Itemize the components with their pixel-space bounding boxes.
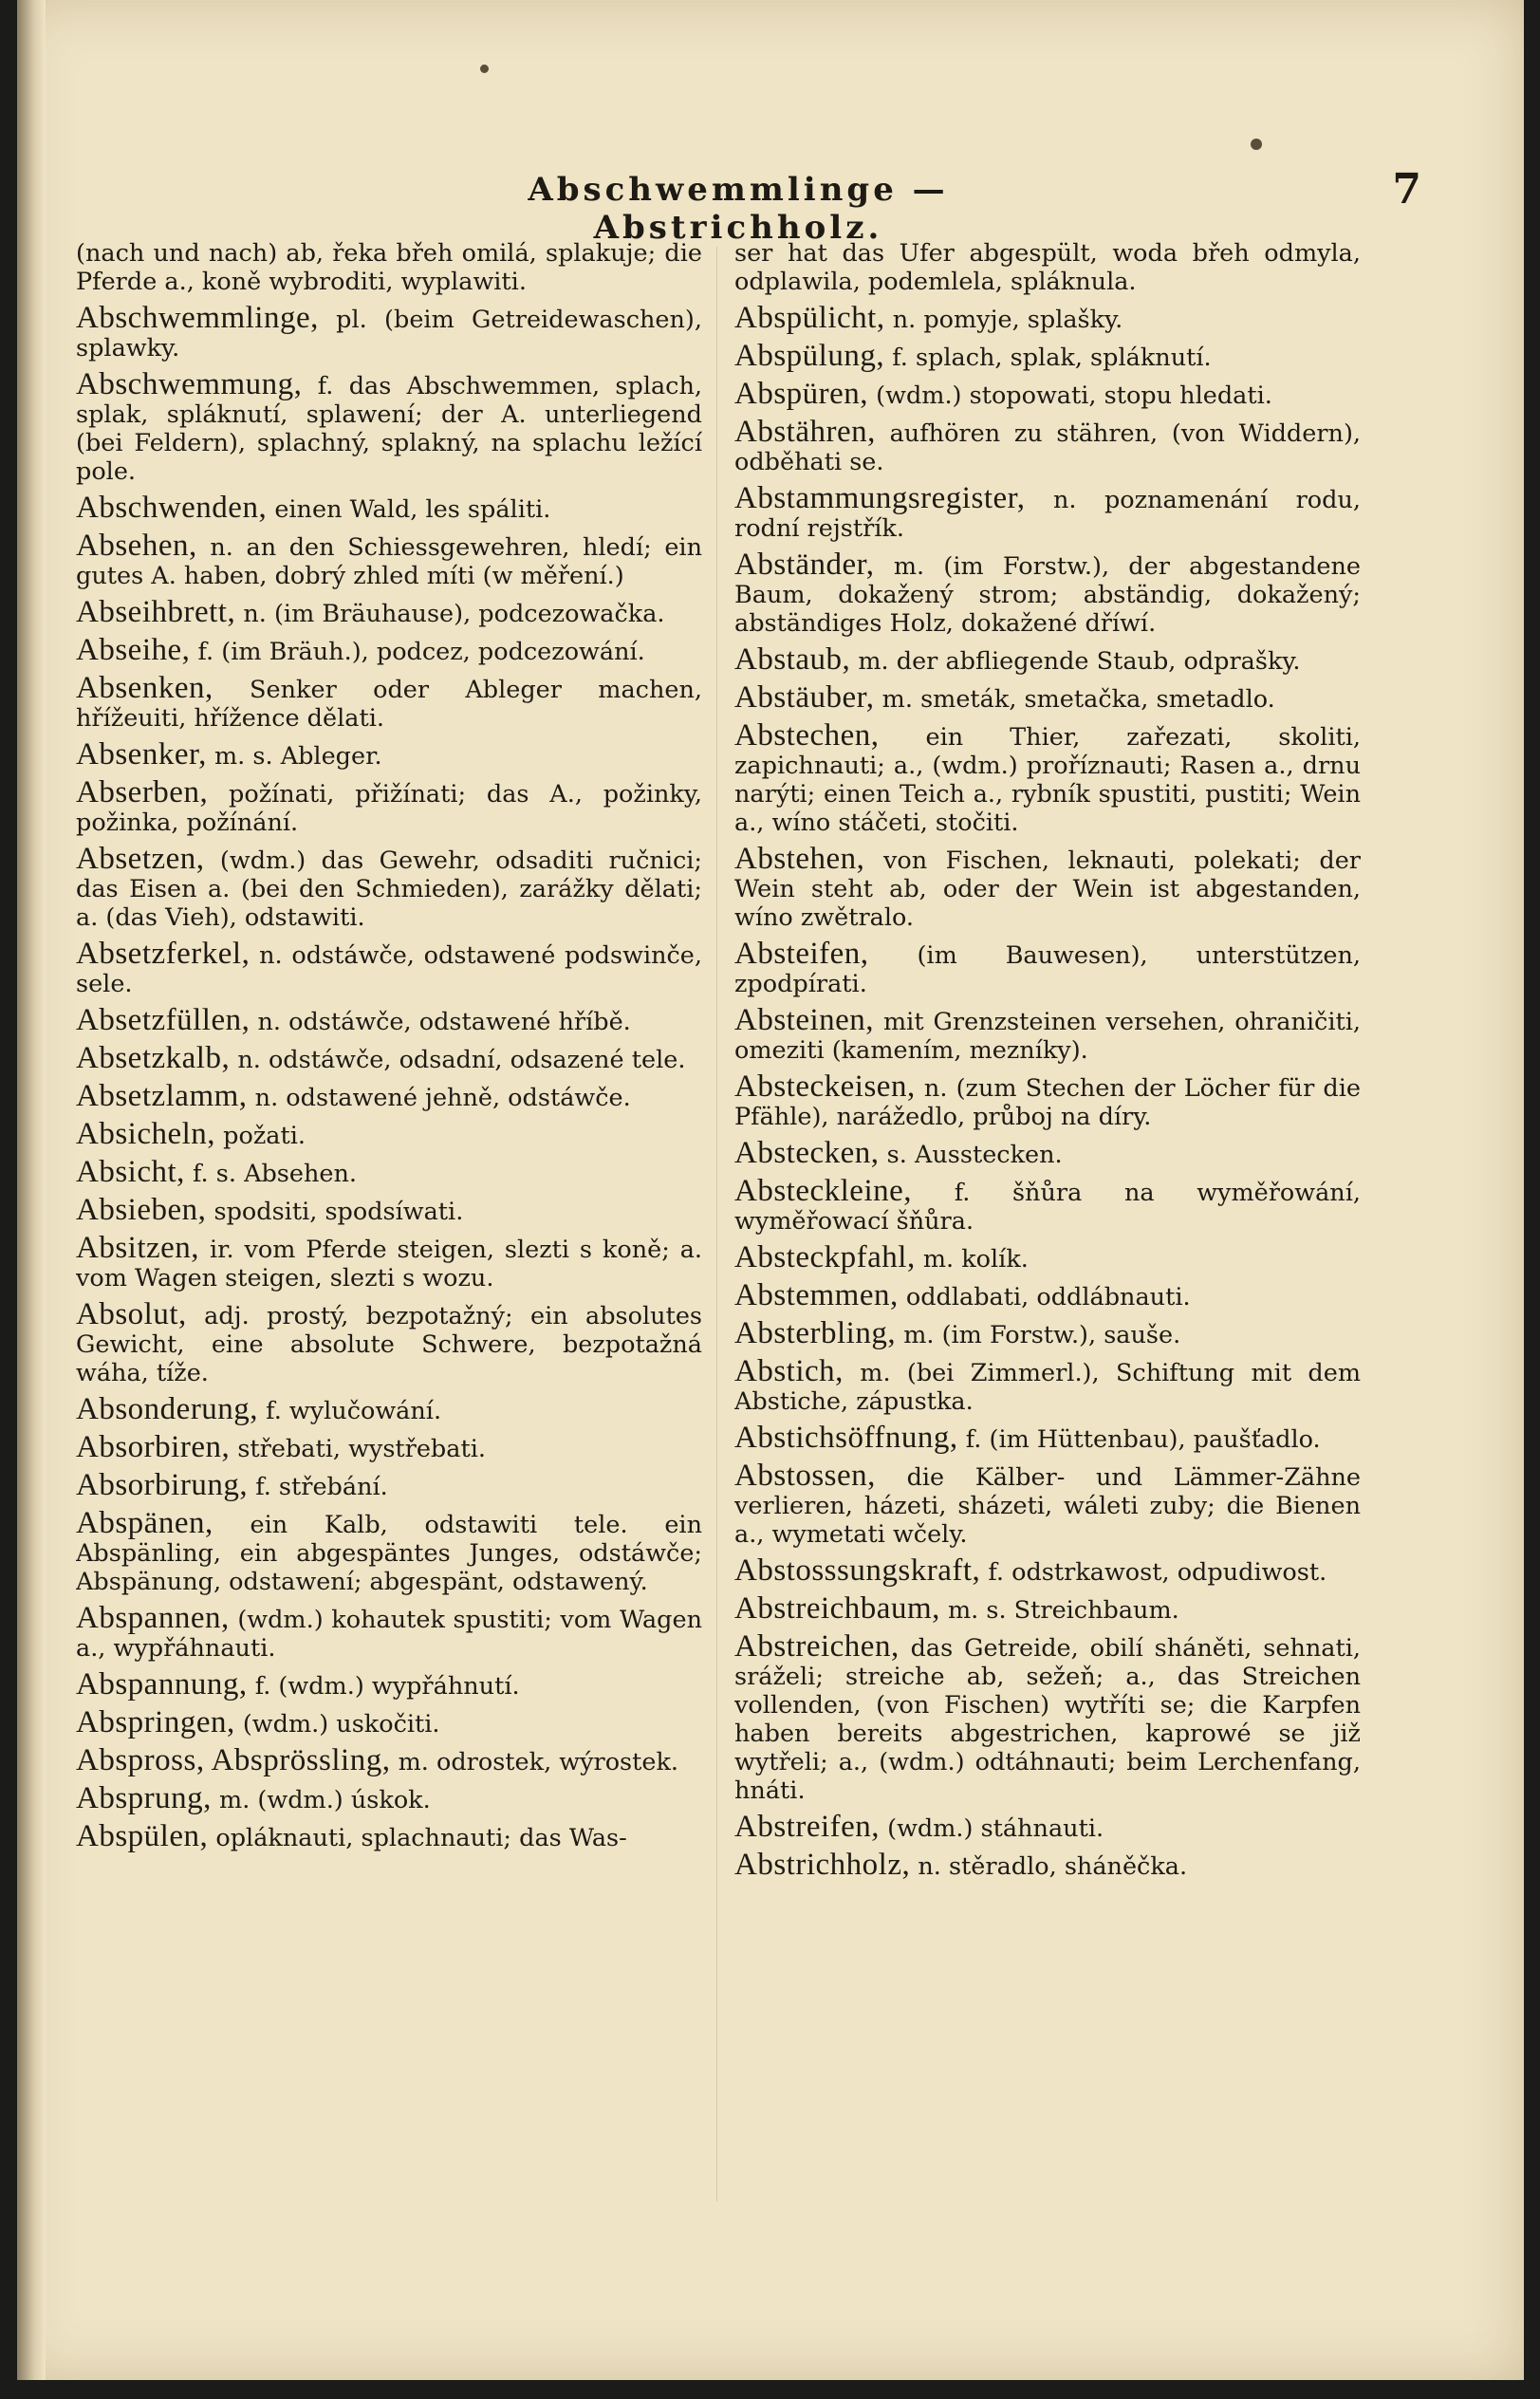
entry-definition: n. poznamenání rodu, rodní rejstřík. bbox=[734, 486, 1361, 543]
dictionary-entry bbox=[734, 415, 1361, 476]
entry-definition: n. (zum Stechen der Löcher für die Pfähle), narážedlo, průboj na díry. bbox=[734, 1074, 1361, 1131]
entry-headword: Abspülicht, bbox=[734, 301, 885, 335]
entry-headword: Abstreichen, bbox=[734, 1629, 900, 1664]
entry-definition: n. an den Schiessgewehren, hledí; ein gutes A. haben, dobrý zhled míti (w měření.) bbox=[76, 533, 702, 590]
entry-headword: Absteifen, bbox=[734, 937, 869, 971]
dictionary-entry bbox=[76, 595, 702, 629]
dictionary-entry bbox=[76, 1392, 702, 1426]
running-head: Abschwemmlinge — Abstrichholz. bbox=[528, 171, 949, 247]
dictionary-entry bbox=[734, 237, 1361, 296]
dictionary-entry bbox=[734, 550, 1361, 638]
entry-headword: Absetzferkel, bbox=[76, 937, 250, 971]
entry-definition: spodsiti, spodsíwati. bbox=[213, 1198, 464, 1226]
dictionary-entry bbox=[76, 1819, 702, 1853]
dictionary-entry bbox=[734, 1278, 1361, 1312]
entry-headword: Absehen, bbox=[76, 529, 197, 563]
entry-definition: m. (wdm.) úskok. bbox=[219, 1786, 431, 1814]
entry-definition: m. s. Streichbaum. bbox=[947, 1596, 1179, 1625]
entry-definition: f. střebání. bbox=[255, 1473, 388, 1501]
entry-definition: (nach und nach) ab, řeka břeh omilá, splakuje; die Pferde a., koně wybroditi, wyplawiti. bbox=[76, 239, 702, 296]
entry-definition: opláknauti, splachnauti; das Was- bbox=[215, 1824, 627, 1852]
entry-headword: Abserben, bbox=[76, 775, 209, 809]
entry-headword: Abstähren, bbox=[734, 415, 876, 449]
entry-headword: Abstrichholz, bbox=[734, 1848, 911, 1882]
entry-headword: Abstichsöffnung, bbox=[734, 1421, 958, 1455]
entry-definition: f. (im Bräuh.), podcez, podcezowání. bbox=[197, 638, 645, 666]
entry-definition: m. s. Ableger. bbox=[214, 742, 382, 771]
entry-headword: Absorbiren, bbox=[76, 1430, 231, 1464]
dictionary-entry bbox=[734, 481, 1361, 543]
entry-definition: n. odstáwče, odsadní, odsazené tele. bbox=[237, 1046, 686, 1074]
entry-headword: Absteckpfahl, bbox=[734, 1240, 916, 1274]
entry-headword: Abständer, bbox=[734, 548, 875, 582]
dictionary-page bbox=[17, 0, 1524, 2380]
dictionary-entry bbox=[734, 1629, 1361, 1805]
entry-headword: Absolut, bbox=[76, 1297, 187, 1331]
entry-definition: m. (im Forstw.), der abgestandene Baum, dokažený strom; abständig, dokažený; abständiges Holz, dokažené dříwí. bbox=[734, 552, 1361, 638]
entry-definition: aufhören zu stähren, (von Widdern), odběhati se. bbox=[734, 419, 1361, 476]
entry-definition: m. smeták, smetačka, smetadlo. bbox=[881, 685, 1275, 714]
dictionary-entry bbox=[76, 1667, 702, 1702]
entry-headword: Abspannen, bbox=[76, 1601, 230, 1635]
dictionary-entry bbox=[734, 939, 1361, 998]
entry-headword: Absitzen, bbox=[76, 1231, 200, 1265]
entry-definition: n. pomyje, splašky. bbox=[892, 306, 1123, 334]
entry-definition: f. wylučowání. bbox=[266, 1397, 442, 1425]
entry-definition: m. (im Forstw.), sauše. bbox=[903, 1321, 1181, 1349]
dictionary-entry bbox=[76, 1468, 702, 1502]
entry-definition: n. odstawené jehně, odstáwče. bbox=[254, 1084, 631, 1112]
entry-definition: f. splach, splak, spláknutí. bbox=[892, 344, 1212, 372]
dictionary-entry bbox=[76, 1430, 702, 1464]
dictionary-entry bbox=[734, 718, 1361, 837]
dictionary-entry bbox=[76, 367, 702, 486]
entry-definition: n. odstáwče, odstawené hříbě. bbox=[257, 1008, 631, 1036]
entry-headword: Abstich, bbox=[734, 1354, 844, 1388]
dictionary-entry bbox=[76, 1506, 702, 1596]
entry-headword: Absteckeisen, bbox=[734, 1069, 916, 1104]
entry-definition: m. (bei Zimmerl.), Schiftung mit dem Abstiche, zápustka. bbox=[734, 1359, 1361, 1416]
entry-definition: mit Grenzsteinen versehen, ohraničiti, omeziti (kamením, mezníky). bbox=[734, 1008, 1361, 1065]
entry-definition: (wdm.) stopowati, stopu hledati. bbox=[876, 381, 1272, 410]
entry-definition: (wdm.) das Gewehr, odsaditi ručnici; das Eisen a. (bei den Schmieden), zarážky dělati; a. (das Vieh), odstawiti. bbox=[76, 846, 702, 932]
dictionary-entry bbox=[76, 1079, 702, 1113]
entry-definition: das Getreide, obilí sháněti, sehnati, sráželi; streiche ab, sežeň; a., das Streichen vollenden, (von Fischen) wytříti se; die Karpfen haben bereits abgestrichen, kaprowé se již wytřeli; a., (wdm.) odtáhnauti; beim Lerchenfang, hnáti. bbox=[734, 1634, 1361, 1805]
entry-definition: von Fischen, leknauti, polekati; der Wein steht ab, oder der Wein ist abgestanden, wíno zwětralo. bbox=[734, 846, 1361, 932]
entry-headword: Absteckleine, bbox=[734, 1174, 913, 1208]
entry-headword: Absonderung, bbox=[76, 1392, 259, 1426]
dictionary-entry bbox=[734, 680, 1361, 715]
entry-headword: Absterbling, bbox=[734, 1316, 897, 1350]
entry-headword: Abspüren, bbox=[734, 377, 869, 411]
entry-definition: f. odstrkawost, odpudiwost. bbox=[988, 1558, 1327, 1587]
entry-definition: f. s. Absehen. bbox=[193, 1160, 358, 1188]
page-header bbox=[74, 165, 1421, 247]
entry-definition: oddlabati, oddlábnauti. bbox=[905, 1283, 1191, 1311]
dictionary-entry bbox=[76, 775, 702, 837]
entry-headword: Absetzlamm, bbox=[76, 1079, 248, 1113]
entry-headword: Abstechen, bbox=[734, 718, 880, 753]
entry-headword: Abspross, Absprössling, bbox=[76, 1743, 391, 1777]
entry-definition: adj. prostý, bezpotažný; ein absolutes Gewicht, eine absolute Schwere, bezpotažná wáha, tíže. bbox=[76, 1302, 702, 1387]
entry-headword: Abspannung, bbox=[76, 1667, 248, 1702]
dictionary-entry bbox=[76, 301, 702, 363]
entry-headword: Abstaub, bbox=[734, 642, 851, 677]
entry-headword: Absetzkalb, bbox=[76, 1041, 231, 1075]
entry-headword: Abstäuber, bbox=[734, 680, 875, 715]
dictionary-entry bbox=[734, 1850, 1361, 1881]
entry-headword: Absenker, bbox=[76, 737, 207, 772]
dictionary-entry bbox=[76, 493, 702, 524]
dictionary-entry bbox=[76, 1297, 702, 1387]
paper-spot bbox=[480, 65, 489, 73]
entry-headword: Absieben, bbox=[76, 1193, 207, 1227]
entry-headword: Abstreichbaum, bbox=[734, 1591, 940, 1626]
dictionary-entry bbox=[734, 1553, 1361, 1588]
dictionary-entry bbox=[734, 1316, 1361, 1350]
paper-spot bbox=[1251, 139, 1262, 150]
entry-definition: s. Ausstecken. bbox=[886, 1141, 1063, 1169]
entry-definition: f. šňůra na wyměřowání, wyměřowací šňůra. bbox=[734, 1179, 1361, 1236]
dictionary-entry bbox=[76, 237, 702, 296]
entry-headword: Absicht, bbox=[76, 1155, 185, 1189]
entry-definition: ser hat das Ufer abgespült, woda břeh odmyla, odplawila, podemlela, spláknula. bbox=[734, 239, 1361, 296]
dictionary-entry bbox=[734, 1136, 1361, 1170]
entry-headword: Abschwenden, bbox=[76, 491, 268, 525]
entry-headword: Abseihe, bbox=[76, 633, 191, 667]
dictionary-entry bbox=[76, 1117, 702, 1151]
entry-definition: Senker oder Ableger machen, hřížeuiti, hřížence dělati. bbox=[76, 676, 702, 733]
entry-definition: (wdm.) uskočiti. bbox=[242, 1710, 440, 1739]
entry-headword: Abstecken, bbox=[734, 1136, 880, 1170]
dictionary-entry bbox=[734, 1810, 1361, 1844]
entry-definition: f. das Abschwemmen, splach, splak, spláknutí, splawení; der A. unterliegend (bei Feldern), splachný, splakný, na splachu ležící pole. bbox=[76, 372, 702, 486]
entry-headword: Abstreifen, bbox=[734, 1810, 881, 1844]
entry-definition: požati. bbox=[223, 1122, 306, 1150]
entry-definition: m. odrostek, wýrostek. bbox=[398, 1748, 679, 1776]
dictionary-entry bbox=[734, 842, 1361, 932]
dictionary-entry bbox=[76, 1193, 702, 1227]
dictionary-entry bbox=[734, 1240, 1361, 1274]
dictionary-entry bbox=[76, 671, 702, 733]
entry-definition: (wdm.) stáhnauti. bbox=[887, 1814, 1104, 1843]
dictionary-entry bbox=[734, 1591, 1361, 1626]
entry-headword: Absteinen, bbox=[734, 1003, 875, 1037]
entry-headword: Abstammungsregister, bbox=[734, 481, 1026, 515]
entry-definition: ir. vom Pferde steigen, slezti s koně; a. vom Wagen steigen, slezti s wozu. bbox=[76, 1236, 702, 1292]
entry-definition: f. (wdm.) wypřáhnutí. bbox=[254, 1672, 520, 1701]
dictionary-entry bbox=[76, 1231, 702, 1292]
dictionary-entry bbox=[76, 1781, 702, 1815]
entry-headword: Absicheln, bbox=[76, 1117, 216, 1151]
entry-definition: n. stěradlo, sháněčka. bbox=[918, 1852, 1188, 1881]
dictionary-entry bbox=[734, 301, 1361, 335]
dictionary-entry bbox=[734, 642, 1361, 677]
entry-definition: m. kolík. bbox=[922, 1245, 1029, 1274]
dictionary-entry bbox=[734, 1003, 1361, 1065]
entry-headword: Abspülung, bbox=[734, 339, 885, 373]
dictionary-entry bbox=[76, 939, 702, 998]
entry-headword: Abstossen, bbox=[734, 1459, 876, 1493]
dictionary-entry bbox=[76, 1003, 702, 1037]
entry-definition: ein Kalb, odstawiti tele. ein Abspänling, ein abgespäntes Junges, odstáwče; Abspänung, odstawení; abgespänt, odstawený. bbox=[76, 1511, 702, 1596]
entry-definition: ein Thier, zařezati, skoliti, zapichnauti; a., (wdm.) proříznauti; Rasen a., drnu narýti; einen Teich a., rybník spustiti, pustiti; Wein a., wíno stáčeti, stočiti. bbox=[734, 723, 1361, 837]
dictionary-entry bbox=[76, 1705, 702, 1739]
dictionary-entry bbox=[734, 1423, 1361, 1454]
right-column bbox=[734, 237, 1361, 2230]
entry-headword: Abstehen, bbox=[734, 842, 865, 876]
entry-definition: (wdm.) kohautek spustiti; vom Wagen a., wypřáhnauti. bbox=[76, 1606, 702, 1663]
entry-headword: Absprung, bbox=[76, 1781, 212, 1815]
dictionary-entry bbox=[734, 1069, 1361, 1131]
entry-headword: Abschwemmung, bbox=[76, 367, 303, 401]
entry-definition: požínati, přižínati; das A., požinky, požinka, požínání. bbox=[76, 780, 702, 837]
entry-definition: n. (im Bräuhause), podcezowačka. bbox=[243, 600, 665, 628]
entry-headword: Abschwemmlinge, bbox=[76, 301, 319, 335]
entry-definition: f. (im Hüttenbau), paušťadlo. bbox=[965, 1425, 1321, 1454]
column-divider bbox=[716, 247, 717, 2202]
entry-headword: Abstosssungskraft, bbox=[734, 1553, 981, 1588]
entry-definition: střebati, wystřebati. bbox=[237, 1435, 486, 1463]
entry-headword: Abspringen, bbox=[76, 1705, 235, 1739]
entry-definition: n. odstáwče, odstawené podswinče, sele. bbox=[76, 941, 702, 998]
entry-definition: pl. (beim Getreidewaschen), splawky. bbox=[76, 306, 702, 363]
entry-headword: Absenken, bbox=[76, 671, 213, 705]
entry-headword: Absorbirung, bbox=[76, 1468, 249, 1502]
dictionary-entry bbox=[76, 1041, 702, 1075]
dictionary-entry bbox=[76, 1743, 702, 1777]
dictionary-entry bbox=[734, 1354, 1361, 1416]
dictionary-entry bbox=[734, 339, 1361, 373]
entry-definition: (im Bauwesen), unterstützen, zpodpírati. bbox=[734, 941, 1361, 998]
entry-headword: Abspülen, bbox=[76, 1819, 209, 1853]
dictionary-entry bbox=[76, 531, 702, 590]
dictionary-entry bbox=[76, 1155, 702, 1189]
entry-definition: die Kälber- und Lämmer-Zähne verlieren, házeti, sházeti, wáleti zuby; die Bienen a., wymetati wčely. bbox=[734, 1463, 1361, 1549]
entry-headword: Abspänen, bbox=[76, 1506, 213, 1540]
book-gutter bbox=[17, 0, 46, 2380]
entry-headword: Absetzen, bbox=[76, 842, 205, 876]
entry-headword: Abseihbrett, bbox=[76, 595, 236, 629]
dictionary-entry bbox=[734, 1461, 1361, 1549]
left-column bbox=[76, 237, 702, 2230]
entry-headword: Absetzfüllen, bbox=[76, 1003, 250, 1037]
entry-definition: m. der abfliegende Staub, odprašky. bbox=[858, 647, 1301, 676]
page-number: 7 bbox=[1392, 165, 1421, 214]
entry-headword: Abstemmen, bbox=[734, 1278, 899, 1312]
dictionary-entry bbox=[76, 633, 702, 667]
dictionary-entry bbox=[76, 1601, 702, 1663]
dictionary-entry bbox=[734, 1174, 1361, 1236]
dictionary-entry bbox=[734, 377, 1361, 411]
dictionary-entry bbox=[76, 842, 702, 932]
dictionary-entry bbox=[76, 737, 702, 772]
entry-definition: einen Wald, les spáliti. bbox=[274, 495, 551, 524]
